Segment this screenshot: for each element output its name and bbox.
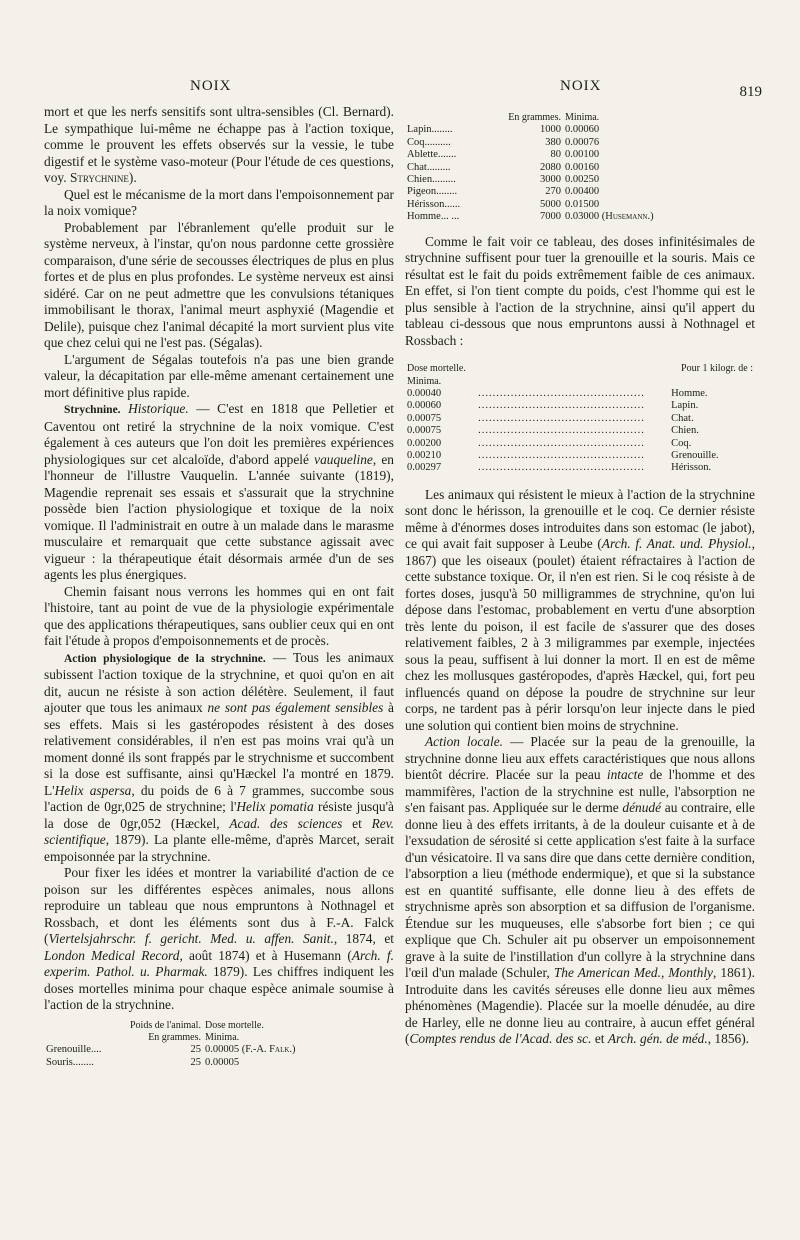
table-row: 0.00040 .............................................. Homme.	[407, 387, 708, 399]
table-header-row: Minima.	[407, 375, 442, 387]
running-header-left: NOIX	[190, 78, 232, 94]
table-row: 0.00200 .............................................. Coq.	[407, 437, 692, 449]
paragraph: Chemin faisant nous verrons les hommes qui en ont fait l'histoire, tant au point de vue de la physiologie expérimentale que des applications thérapeutiques, sans oublier ceux qui en ont fait l'étude à propos d'empoisonnements et de procès.	[44, 583, 394, 648]
table-row: Chien......... 3000 0.00250	[407, 174, 600, 186]
table-row: 0.00297 .............................................. Hérisson.	[407, 462, 712, 474]
table-row: 0.00075 .............................................. Chat.	[407, 412, 694, 424]
paragraph: Comme le fait voir ce tableau, des doses infinitésimales de strychnine suffisent pour tuer la grenouille et la souris. Mais ce résultat est le fait du poids extrêmement faible de ces animaux. En effet, si l'on tient compte du poids, c'est l'homme qui est le plus sensible à l'action de la strychnine, ainsi qu'il appert du tableau ci-dessous que nous empruntons aussi à Nothnagel et Rossbach :	[405, 233, 755, 348]
table-row: Ablette....... 80 0.00100	[407, 149, 600, 161]
table-row: Coq.......... 380 0.00076	[407, 136, 600, 148]
paragraph-strychnine-history: Strychnine. Historique. — C'est en 1818 que Pelletier et Caventou ont retiré la strychnine de la noix vomique. C'est également à ces auteurs que l'on doit les premières expériences physiologiques sur cet alcaloïde, d'abord appelé vauqueline, en l'honneur de l'illustre Vauquelin. L'année suivante (1819), Magendie reprenait ses essais et s'assurait que la strychnine possède bien l'action physiologique et toxique de la noix vomique. Il l'administrait en outre à un malade dans le marasme musculaire et remarquait que cette substance agissait avec vigueur : la thérapeutique était désormais armée d'un de ses agents les plus énergiques.	[44, 401, 395, 582]
running-header-right: NOIX	[560, 78, 602, 94]
table-header-row: Dose mortelle. Pour 1 kilogr. de :	[407, 363, 753, 375]
paragraph-local-action: Action locale. — Placée sur la peau de la grenouille, la strychnine donne lieu aux effets caractéristiques que nous allons bientôt décrire. Placée sur la peau intacte de l'homme et des mammifères, l'action de la strychnine est nulle, l'absorption ne s'en faisant pas. Appliquée sur le derme dénudé au contraire, elle donne lieu à des effets irritants, à de la douleur cuisante et à de l'exsudation de sérosité si cette application s'est faite à la surface d'un vésicatoire. Il va sans dire que dans cette dernière condition, l'absorption a lieu (méthode endermique), et que si la substance est en quantité suffisante, elle donne lieu à des effets de strychnisme après son absorption et sa diffusion de l'organisme. Étendue sur les muqueuses, elle s'absorbe fort bien ; ce qui explique que Ch. Schuler ait pu observer un empoisonnement grave à la suite de l'instillation d'un collyre à la strychnine dans l'œil d'un malade (Schuler, The American Med., Monthly, 1861). Introduite dans les cavités séreuses elle donne lieu aux mêmes phénomènes (Magendie). Placée sur la moelle dénudée, au dire de Harley, elle ne donne lieu au contraire, à aucun effet général (Comptes rendus de l'Acad. des sc. et Arch. gén. de méd., 1856).	[405, 734, 756, 1047]
paragraph: Probablement par l'ébranlement qu'elle produit sur le système nerveux, à l'instar, qu'on nous pardonne cette grossière comparaison, d'une série de secousses électriques de plus en plus fortes et de plus en plus profondes. Le système nerveux est ainsi sidéré. Car on ne peut admettre que les convulsions tétaniques immobilisant le thorax, l'animal meurt asphyxié (Magendie et Delile), puisque chez l'animal décapité la mort survient plus vite que chez celui qui ne l'est pas. (Ségalas).	[44, 219, 394, 350]
table-row: Homme... ... 7000 0.03000 (Husemann.)	[407, 211, 654, 223]
table-row: 0.00210 .............................................. Grenouille.	[407, 450, 719, 461]
table-row: 0.00075 .............................................. Chien.	[407, 425, 699, 437]
lethal-dose-table-part2	[405, 112, 755, 224]
dose-per-kilo-table	[405, 363, 755, 475]
table-row: Hérisson...... 5000 0.01500	[407, 198, 600, 210]
table-row: Chat......... 2080 0.00160	[407, 161, 600, 173]
table-row: Grenouille.... 25 0.00005 (F.-A. Falk.)	[46, 1044, 296, 1056]
paragraph: Pour fixer les idées et montrer la variabilité d'action de ce poison sur les différentes espèces animales, nous allons reproduire un tableau que nous empruntons à Nothnagel et Rossbach, et dont les éléments sont dus à F.-A. Falck (Viertelsjahrschr. f. gericht. Med. u. affen. Sanit., 1874, et London Medical Record, août 1874) et à Husemann (Arch. f. experim. Pathol. u. Pharmak. 1879). Les chiffres indiquent les doses mortelles minima pour chaque espèce animale soumise à l'action de la strychnine.	[44, 865, 395, 1012]
paragraph: Les animaux qui résistent le mieux à l'action de la strychnine sont donc le hérisson, la grenouille et le coq. Ce dernier résiste même à d'énormes doses introduites dans son estomac (le jabot), ce qui avait fait supposer à Leube (Arch. f. Anat. und. Physiol., 1867) que les oiseaux (poulet) étaient réfractaires à l'action de cette substance toxique. Or, il n'en est rien. Si le coq résiste à de fortes doses, jusqu'à 50 milligrammes de strychnine, qu'on lui dépose dans l'estomac, probablement en vertu d'une absorption très lente du poison, il est facile de s'assurer que des doses relativement faibles, 2 à 3 miligrammes par exemple, injectées sous la peau, suffisent à lui donner la mort. Il en est de même chez les mollusques gastéropodes, d'après Hæckel, qui, fort peu influencés quand on dépose la poudre de strychnine sur leur corps, ne tardent pas à périr lorsqu'on leur injecte dans le pied une solution qui contient bien moins de strychnine.	[405, 486, 755, 733]
paragraph: L'argument de Ségalas toutefois n'a pas une bien grande valeur, la décapitation par elle-même amenant certainement une mort définitive plus rapide.	[44, 351, 394, 400]
paragraph-physiological-action: Action physiologique de la strychnine. — Tous les animaux subissent l'action toxique de la strychnine, et quoi qu'on en ait dit, aucun ne résiste à son action délétère. Seulement, il faut ajouter que tous les animaux ne sont pas également sensibles à ses effets. Mais si les gastéropodes résistent à des doses relativement considérables, il n'en est pas moins vrai qu'à un moment donné ils sont frappés par le strychnisme et succombent si la dose est suffisante, ainsi qu'Hæckel l'a montré en 1879. L'Helix aspersa, du poids de 6 à 7 grammes, succombe sous l'action de 0gr,025 de strychnine; l'Helix pomatia résiste jusqu'à la dose de 0gr,052 (Hæckel, Acad. des sciences et Rev. scientifique, 1879). La plante elle-même, d'après Marcet, serait empoisonnée par la strychnine.	[44, 649, 395, 864]
left-column	[44, 104, 394, 1069]
page-number: 819	[739, 84, 762, 100]
lethal-dose-table-part1	[44, 1020, 394, 1070]
paragraph: mort et que les nerfs sensitifs sont ultra-sensibles (Cl. Bernard). Le sympathique lui-même ne échappe pas à l'action toxique, comme le prouvent les effets observés sur la vessie, le tube digestif et le système vaso-moteur (Pour l'étude de ces questions, voy. Strychnine).	[44, 104, 394, 185]
table-header-row: En grammes. Minima.	[508, 112, 600, 123]
table-header-row: Poids de l'animal. Dose mortelle.	[130, 1019, 264, 1031]
right-column	[405, 104, 755, 1048]
table-row: Souris........ 25 0.00005	[46, 1056, 240, 1068]
table-row: Lapin........ 1000 0.00060	[407, 124, 600, 136]
table-row: 0.00060 .............................................. Lapin.	[407, 400, 699, 412]
table-row: Pigeon........ 270 0.00400	[407, 186, 600, 198]
paragraph: Quel est le mécanisme de la mort dans l'empoisonnement par la noix vomique?	[44, 186, 394, 218]
table-header-row: En grammes. Minima.	[148, 1031, 240, 1043]
